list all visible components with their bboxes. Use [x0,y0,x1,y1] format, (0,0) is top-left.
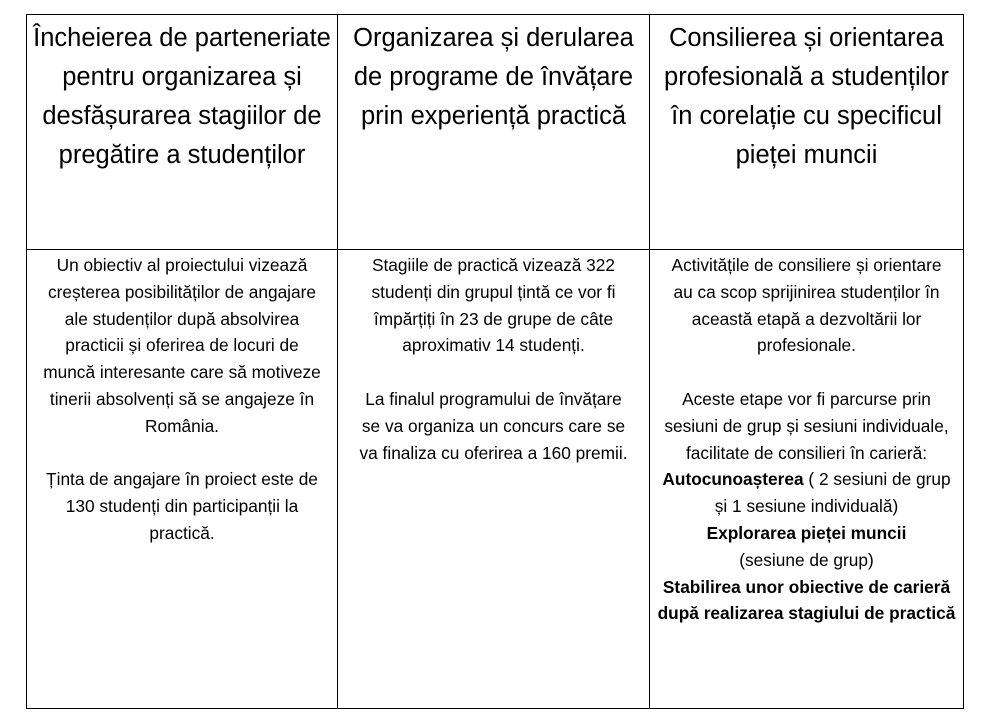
header-row [27,15,964,250]
step-career-goals-name: Stabilirea unor obiective de carieră după realizarea stagiului de practică [657,576,956,624]
counseling-stages-block [656,386,957,627]
partnerships-objective-text: Un obiectiv al proiectului vizează creșterea posibilităților de angajare ale studenților după absolvirea practicii și oferirea de locuri de muncă interesante care să motiveze tinerii absolvenți să se angajeze în România. [43,255,321,436]
step-market-exploration-detail: (sesiune de grup) [739,549,874,570]
content-cell-counseling [650,250,964,709]
step-self-knowledge-name: Autocunoașterea [662,469,804,490]
header-cell-partnerships [27,15,338,250]
header-cell-counseling [650,15,964,250]
partnerships-target-text: Ținta de angajare în proiect este de 130 studenți din participanții la practică. [46,469,318,543]
activities-table [26,14,964,709]
step-self-knowledge [656,466,957,520]
counseling-purpose-text: Activitățile de consiliere și orientare au ca scop sprijinirea studenților în această etapă a dezvoltării lor profesionale. [671,255,942,356]
content-cell-programs [338,250,650,709]
header-partnerships: Încheierea de parteneriate pentru organizarea și desfășurarea stagiilor de pregătire a studenților [33,24,331,169]
counseling-stages-intro: Aceste etape vor fi parcurse prin sesiuni de grup și sesiuni individuale, facilitate de consilieri în carieră: [664,388,949,463]
header-programs: Organizarea și derularea de programe de învățare prin experiență practică [353,24,634,130]
step-self-knowledge-detail: ( 2 sesiuni de grup și 1 sesiune individuală) [714,469,951,517]
step-market-exploration-name: Explorarea pieței muncii [706,522,907,543]
content-cell-partnerships [27,250,338,709]
header-cell-programs [338,15,650,250]
header-counseling: Consilierea și orientarea profesională a studenților în corelație cu specificul pieței muncii [664,24,949,169]
programs-contest-text: La finalul programului de învățare se va organiza un concurs care se va finaliza cu oferirea a 160 premii. [359,388,628,463]
content-row [27,250,964,709]
programs-internships-text: Stagiile de practică vizează 322 studenți din grupul țintă ce vor fi împărțiți în 23 de grupe de câte aproximativ 14 studenți. [371,255,616,356]
